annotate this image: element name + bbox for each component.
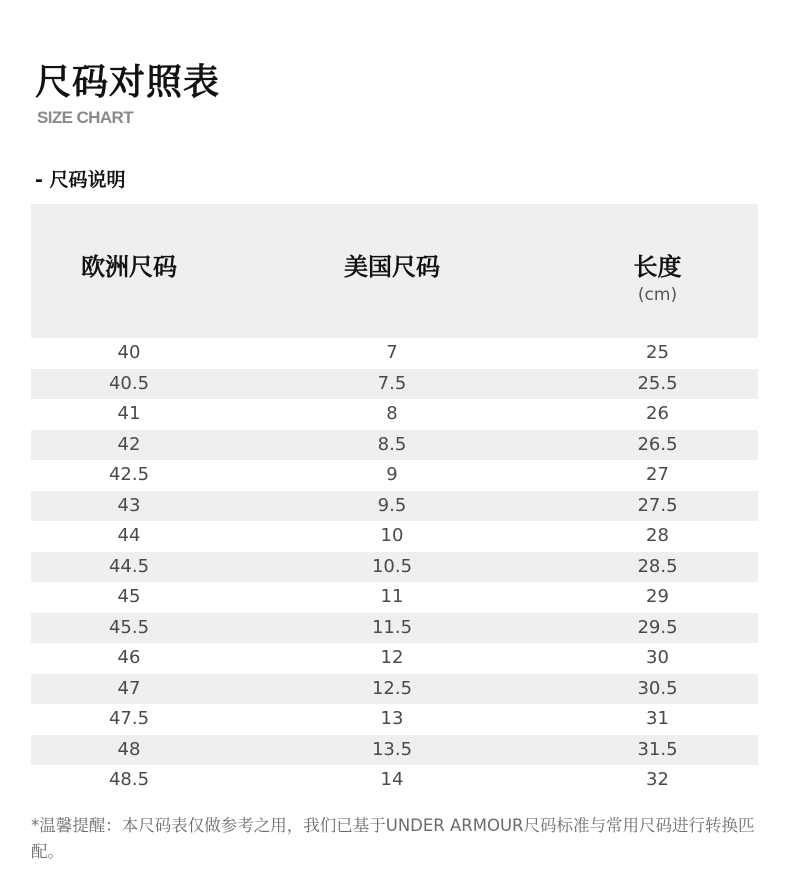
- cell-length-cm: 26.5: [637, 433, 678, 455]
- table-body: [31, 338, 758, 796]
- table-row: [31, 460, 758, 491]
- cell-length-cm: 29.5: [637, 616, 678, 638]
- page-subtitle: SIZE CHART: [37, 108, 134, 127]
- table-row: [31, 338, 758, 369]
- cell-us-size: 11: [380, 586, 404, 608]
- cell-eu-size: 41: [117, 403, 141, 425]
- footer-note: *温馨提醒：本尺码表仅做参考之用，我们已基于UNDER ARMOUR尺码标准与常用尺码进行转换匹配。: [31, 816, 755, 861]
- page-title: 尺码对照表: [35, 62, 221, 103]
- section-heading: - 尺码说明: [35, 169, 126, 191]
- cell-length-cm: 25: [646, 342, 669, 364]
- table-row: [31, 704, 758, 735]
- cell-length-cm: 28.5: [637, 555, 678, 577]
- cell-us-size: 12.5: [371, 677, 413, 699]
- cell-eu-size: 42.5: [108, 464, 150, 486]
- cell-us-size: 7: [386, 342, 398, 364]
- header-label: 美国尺码: [344, 253, 440, 281]
- header-label: 欧洲尺码: [81, 253, 177, 281]
- cell-eu-size: 48.5: [108, 769, 150, 791]
- cell-us-size: 13.5: [371, 738, 413, 760]
- table-row: [31, 613, 758, 644]
- cell-us-size: 10: [380, 525, 404, 547]
- cell-eu-size: 42: [117, 433, 141, 455]
- cell-eu-size: 44: [117, 525, 141, 547]
- table-row: [31, 674, 758, 705]
- cell-eu-size: 47: [117, 677, 141, 699]
- cell-us-size: 12: [380, 647, 404, 669]
- table-row: [31, 369, 758, 400]
- cell-eu-size: 46: [117, 647, 141, 669]
- cell-length-cm: 30.5: [637, 677, 678, 699]
- table-row: [31, 521, 758, 552]
- cell-us-size: 11.5: [371, 616, 413, 638]
- cell-eu-size: 40: [117, 342, 141, 364]
- table-row: [31, 552, 758, 583]
- table-row: [31, 735, 758, 766]
- cell-us-size: 10.5: [371, 555, 413, 577]
- cell-eu-size: 40.5: [108, 372, 150, 394]
- cell-length-cm: 27.5: [637, 494, 678, 516]
- header-us-size: [227, 204, 557, 338]
- cell-us-size: 8: [386, 403, 398, 425]
- cell-eu-size: 45.5: [108, 616, 150, 638]
- cell-length-cm: 31.5: [637, 738, 678, 760]
- header-eu-size: [31, 204, 227, 338]
- header-label: 长度: [633, 253, 682, 281]
- cell-us-size: 7.5: [377, 372, 407, 394]
- table-row: [31, 582, 758, 613]
- table-header: [31, 204, 758, 338]
- table-row: [31, 765, 758, 796]
- size-chart-table: [31, 204, 758, 796]
- cell-us-size: 9: [386, 464, 398, 486]
- cell-length-cm: 25.5: [637, 372, 678, 394]
- cell-us-size: 8.5: [377, 433, 407, 455]
- cell-eu-size: 44.5: [108, 555, 150, 577]
- cell-us-size: 14: [380, 769, 404, 791]
- cell-length-cm: 29: [646, 586, 669, 608]
- cell-length-cm: 26: [646, 403, 669, 425]
- cell-us-size: 13: [380, 708, 404, 730]
- table-row: [31, 430, 758, 461]
- table-row: [31, 399, 758, 430]
- cell-length-cm: 30: [646, 647, 669, 669]
- cell-length-cm: 27: [646, 464, 669, 486]
- cell-eu-size: 48: [117, 738, 141, 760]
- cell-length-cm: 28: [646, 525, 669, 547]
- cell-us-size: 9.5: [377, 494, 407, 516]
- header-length: [557, 204, 758, 338]
- cell-length-cm: 31: [646, 708, 669, 730]
- cell-length-cm: 32: [646, 769, 669, 791]
- cell-eu-size: 45: [117, 586, 141, 608]
- table-row: [31, 643, 758, 674]
- header-unit: (cm): [637, 285, 678, 305]
- cell-eu-size: 43: [117, 494, 141, 516]
- cell-eu-size: 47.5: [108, 708, 150, 730]
- table-row: [31, 491, 758, 522]
